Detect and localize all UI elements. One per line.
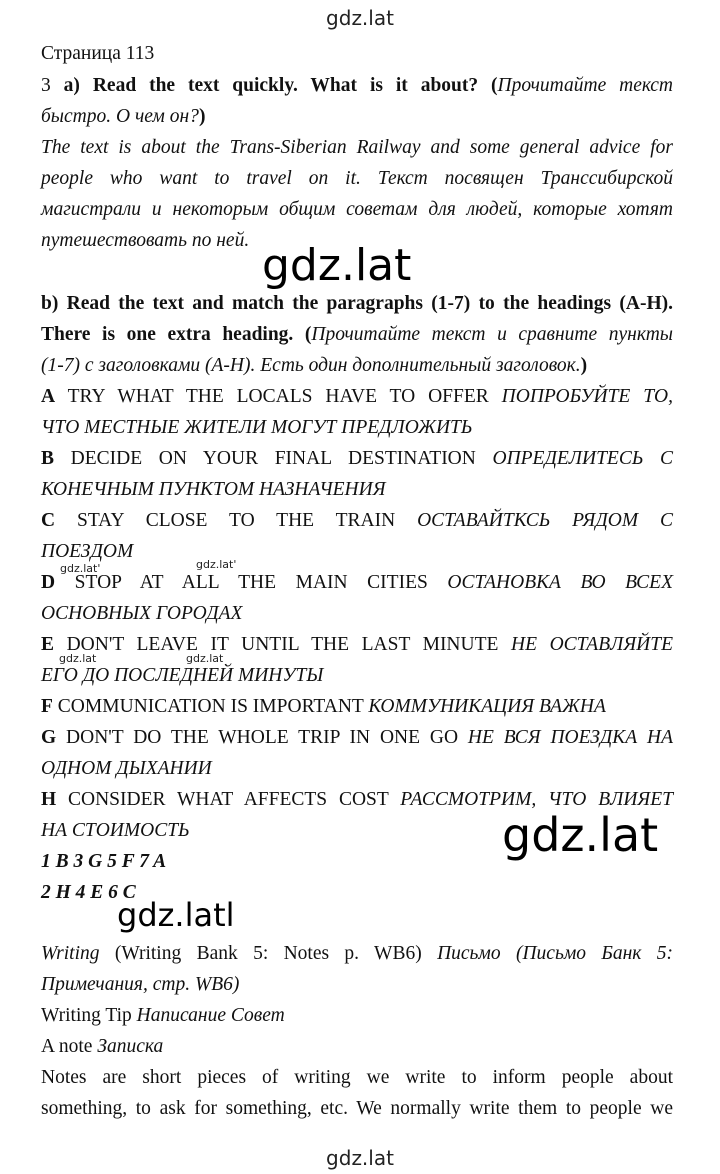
task-3a-line-1: [41, 72, 673, 100]
heading-e-line-1: E DON'T LEAVE IT UNTIL THE LAST MINUTE НЕ ОСТАВЛЯЙТЕ: [41, 634, 673, 655]
heading-h-line-2: НА СТОИМОСТЬ: [41, 820, 190, 841]
small-watermark: gdz.lat: [186, 652, 224, 665]
heading-a-line-2: ЧТО МЕСТНЫЕ ЖИТЕЛИ МОГУТ ПРЕДЛОЖИТЬ: [41, 417, 473, 438]
task-number: 3: [41, 75, 51, 96]
writing-title-line-2: Примечания, стр. WB6): [41, 974, 240, 995]
heading-d-line-1: D STOP AT ALL THE MAIN CITIES ОСТАНОВКА ВО ВСЕХ: [41, 572, 674, 593]
note-heading: A note Записка: [41, 1036, 164, 1057]
task-3a-instruction: a) Read the text quickly. What is it about? (: [63, 75, 498, 96]
matching-answers-1: 1 B 3 G 5 F 7 A: [41, 851, 167, 872]
task-3b-line-2: There is one extra heading. (Прочитайте текст и сравните пункты: [41, 324, 673, 345]
heading-b-line-1: B DECIDE ON YOUR FINAL DESTINATION ОПРЕДЕЛИТЕСЬ С: [41, 448, 673, 469]
site-footer: gdz.lat: [326, 1146, 394, 1170]
answer-line-2: people who want to travel on it. Текст посвящен Транссибирской: [41, 168, 673, 189]
heading-f-line-1: F COMMUNICATION IS IMPORTANT КОММУНИКАЦИЯ ВАЖНА: [41, 696, 606, 717]
answer-line-4: путешествовать по ней.: [41, 230, 250, 251]
small-watermark: gdz.lat: [59, 652, 97, 665]
task-3b-line-3: (1-7) с заголовками (A-H). Есть один дополнительный заголовок.): [41, 355, 588, 376]
small-watermark: gdz.lat': [196, 558, 237, 571]
heading-c-line-2: ПОЕЗДОМ: [41, 541, 134, 562]
task-3a-translation-2: быстро. О чем он?: [41, 106, 199, 127]
task-3a-translation-1: Прочитайте текст: [497, 75, 674, 96]
watermark: gdz.lat: [262, 240, 412, 291]
site-header: gdz.lat: [326, 6, 394, 30]
heading-a-line-1: A TRY WHAT THE LOCALS HAVE TO OFFER ПОПРОБУЙТЕ ТО,: [41, 386, 674, 407]
answer-line-1: The text is about the Trans-Siberian Railway and some general advice for: [41, 137, 673, 158]
writing-tip: Writing Tip Написание Совет: [41, 1005, 285, 1026]
page-label: Страница 113: [41, 43, 155, 64]
matching-answers-2: 2 H 4 E 6 C: [41, 882, 136, 903]
heading-e-line-2: ЕГО ДО ПОСЛЕДНЕЙ МИНУТЫ: [41, 665, 324, 686]
small-watermark: gdz.lat': [60, 562, 101, 575]
task-3a-line-2: быстро. О чем он?): [41, 106, 206, 127]
watermark: gdz.latl: [117, 896, 235, 934]
note-paragraph-1: Notes are short pieces of writing we write to inform people about: [41, 1067, 673, 1088]
heading-d-line-2: ОСНОВНЫХ ГОРОДАХ: [41, 603, 243, 624]
note-paragraph-2: something, to ask for something, etc. We normally write them to people we: [41, 1098, 673, 1119]
heading-g-line-1: G DON'T DO THE WHOLE TRIP IN ONE GO НЕ ВСЯ ПОЕЗДКА НА: [41, 727, 674, 748]
answer-line-3: магистрали и некоторым общим советам для людей, которые хотят: [41, 199, 673, 220]
watermark: gdz.lat: [502, 808, 659, 862]
writing-title-line-1: Writing (Writing Bank 5: Notes p. WB6) Письмо (Письмо Банк 5:: [41, 943, 673, 964]
heading-b-line-2: КОНЕЧНЫМ ПУНКТОМ НАЗНАЧЕНИЯ: [41, 479, 386, 500]
heading-g-line-2: ОДНОМ ДЫХАНИИ: [41, 758, 212, 779]
task-3b-line-1: b) Read the text and match the paragraphs (1-7) to the headings (A-H).: [41, 293, 673, 314]
heading-c-line-1: C STAY CLOSE TO THE TRAIN ОСТАВАЙТКСЬ РЯДОМ С: [41, 510, 673, 531]
heading-h-line-1: H CONSIDER WHAT AFFECTS COST РАССМОТРИМ, ЧТО ВЛИЯЕТ: [41, 789, 673, 810]
